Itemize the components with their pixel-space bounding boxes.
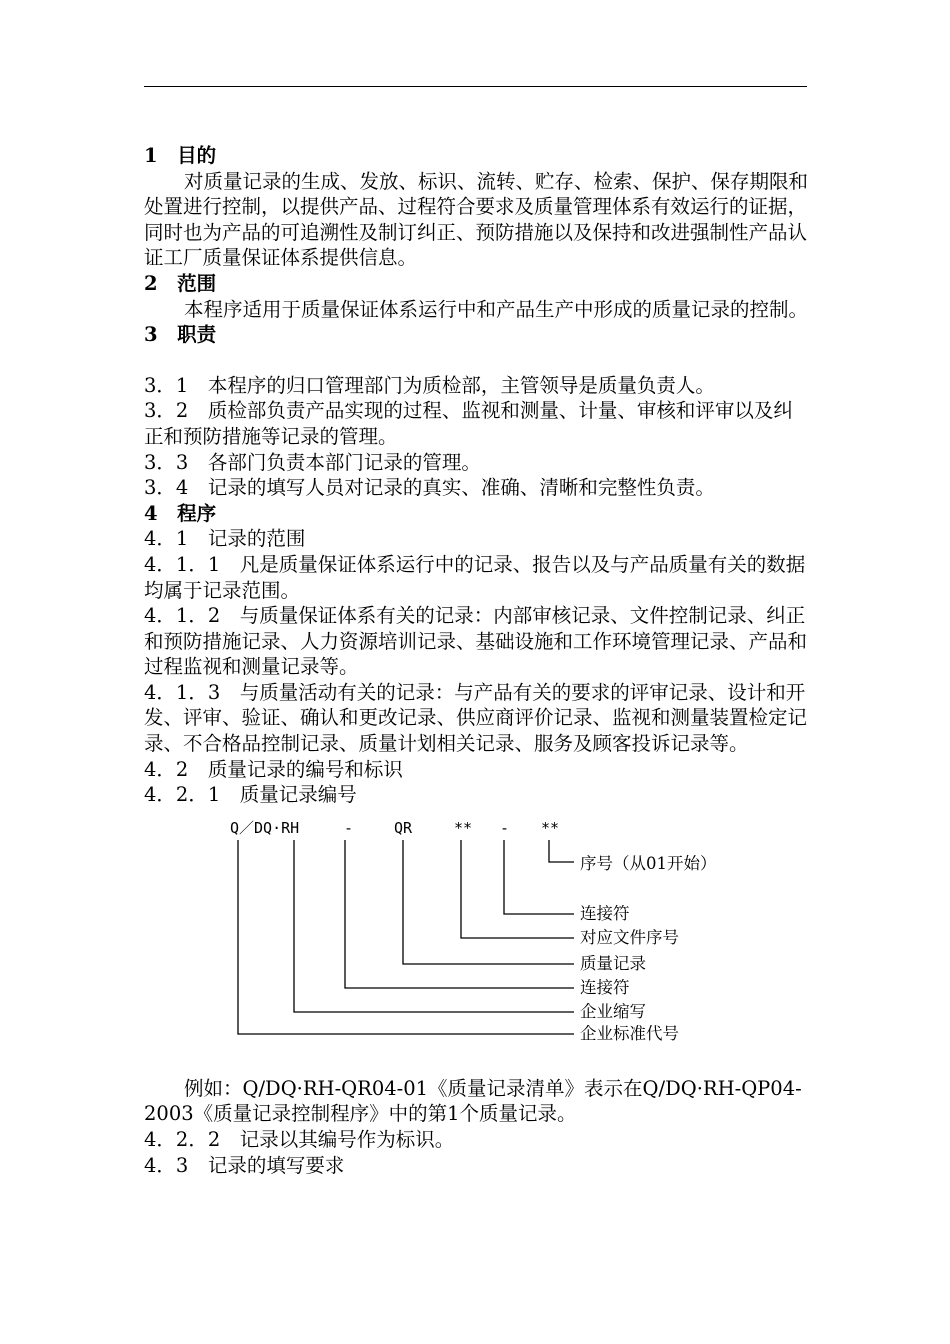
label-standard-code: 企业标准代号 <box>580 1023 679 1043</box>
record-code-diagram <box>144 818 808 1068</box>
label-doc-seq: 对应文件序号 <box>580 927 679 947</box>
clause-4-2: 4．2 质量记录的编号和标识 <box>144 757 403 781</box>
clause-3-1: 3．1 本程序的归口管理部门为质检部，主管领导是质量负责人。 <box>144 373 715 397</box>
code-hyphen-2: - <box>500 818 510 837</box>
connector-standard-code <box>238 840 574 1034</box>
code-standard-code: Q／DQ·RH <box>230 818 300 837</box>
clause-4-1-2: 4．1．2 与质量保证体系有关的记录：内部审核记录、文件控制记录、纠正和预防措施记录、人力资源培训记录、基础设施和工作环境管理记录、产品和过程监视和测量记录等。 <box>144 604 808 679</box>
code-qr: QR <box>394 818 413 837</box>
label-hyphen-2: 连接符 <box>580 903 630 923</box>
connector-seq <box>549 840 574 862</box>
clause-3-2: 3．2 质检部负责产品实现的过程、监视和测量、计量、审核和评审以及纠正和预防措施等记录的管理。 <box>144 399 793 448</box>
document-body <box>144 143 808 1178</box>
code-doc-seq: ** <box>454 818 473 837</box>
section-1-paragraph: 对质量记录的生成、发放、标识、流转、贮存、检索、保护、保存期限和处置进行控制，以提供产品、过程符合要求及质量管理体系有效运行的证据，同时也为产品的可追溯性及制订纠正、预防措施以及保持和改进强制性产品认证工厂质量保证体系提供信息。 <box>144 169 809 270</box>
clause-4-2-1: 4．2．1 质量记录编号 <box>144 783 357 807</box>
section-1-heading: 1 目的 <box>144 144 217 167</box>
clause-3-4: 3．4 记录的填写人员对记录的真实、准确、清晰和完整性负责。 <box>144 476 715 500</box>
connector-qr <box>403 840 574 964</box>
label-enterprise-abbr: 企业缩写 <box>580 1001 646 1021</box>
label-seq-number: 序号（从01开始） <box>580 853 717 873</box>
section-2-paragraph: 本程序适用于质量保证体系运行中和产品生产中形成的质量记录的控制。 <box>184 297 809 321</box>
code-seq: ** <box>541 818 560 837</box>
clause-4-2-2: 4．2．2 记录以其编号作为标识。 <box>144 1128 455 1152</box>
clause-4-1-3: 4．1．3 与质量活动有关的记录：与产品有关的要求的评审记录、设计和开发、评审、验证、确认和更改记录、供应商评价记录、监视和测量装置检定记录、不合格品控制记录、质量计划相关记录、服务及顾客投诉记录等。 <box>144 680 808 756</box>
connector-enterprise-abbr <box>294 840 574 1012</box>
header-rule <box>144 86 807 87</box>
clause-3-3: 3．3 各部门负责本部门记录的管理。 <box>144 450 481 474</box>
label-hyphen-1: 连接符 <box>580 977 630 997</box>
section-3-heading: 3 职责 <box>144 323 217 347</box>
connector-doc-seq <box>461 840 574 938</box>
code-hyphen-1: - <box>344 818 354 837</box>
example-paragraph: 例如：Q/DQ·RH-QR04-01《质量记录清单》表示在Q/DQ·RH-QP04-2003《质量记录控制程序》中的第1个质量记录。 <box>144 1076 802 1126</box>
section-4-heading: 4 程序 <box>144 501 217 525</box>
label-quality-record: 质量记录 <box>580 953 646 973</box>
connector-hyphen-2 <box>504 840 574 914</box>
section-2-heading: 2 范围 <box>144 271 217 295</box>
clause-4-3: 4．3 记录的填写要求 <box>144 1153 345 1177</box>
clause-4-1: 4．1 记录的范围 <box>144 527 306 551</box>
clause-4-1-1: 4．1．1 凡是质量保证体系运行中的记录、报告以及与产品质量有关的数据均属于记录范围。 <box>144 552 806 602</box>
